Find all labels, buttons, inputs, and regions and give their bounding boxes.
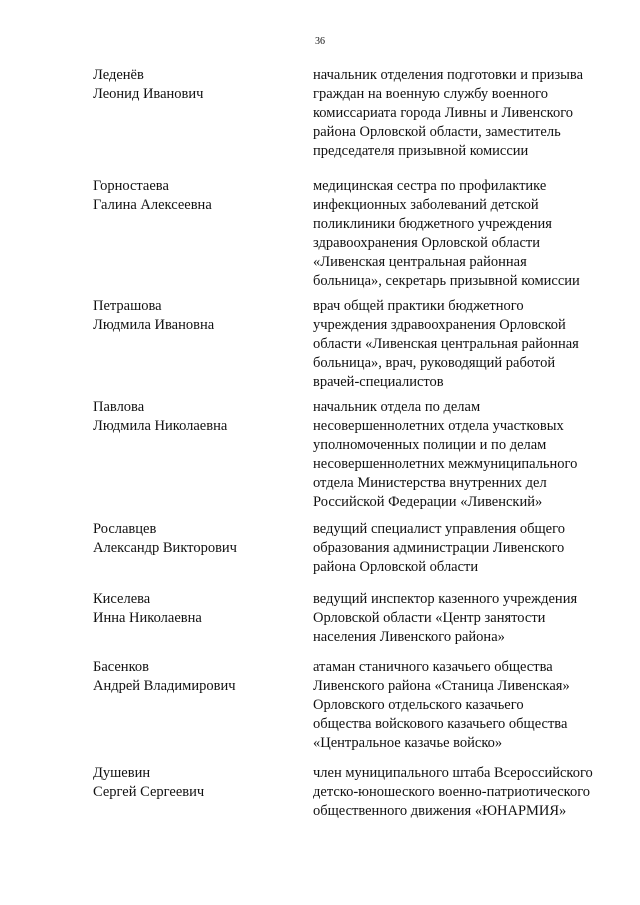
member-name [93, 297, 293, 335]
member-given-names: Сергей Сергеевич [93, 784, 205, 800]
member-given-names: Леонид Иванович [93, 86, 204, 102]
member-name [93, 398, 293, 436]
member-role [313, 764, 618, 821]
role-line: медицинская сестра по профилактике [313, 178, 547, 194]
member-given-names: Людмила Николаевна [93, 418, 228, 434]
member-role [313, 658, 618, 753]
role-line: учреждения здравоохранения Орловской [313, 317, 566, 333]
member-surname: Душевин [93, 765, 151, 781]
member-role [313, 590, 618, 647]
member-role [313, 66, 618, 161]
role-line: детско-юношеского военно-патриотического [313, 784, 591, 800]
role-line: здравоохранения Орловской области [313, 235, 540, 251]
role-line: инфекционных заболеваний детской [313, 197, 539, 213]
role-line: Орловской области «Центр занятости [313, 610, 546, 626]
member-name [93, 66, 293, 104]
member-given-names: Людмила Ивановна [93, 317, 215, 333]
member-surname: Киселева [93, 591, 151, 607]
role-line: председателя призывной комиссии [313, 143, 529, 159]
member-given-names: Андрей Владимирович [93, 678, 236, 694]
role-line: несовершеннолетних отдела участковых [313, 418, 564, 434]
role-line: начальник отдела по делам [313, 399, 481, 415]
role-line: Российской Федерации «Ливенский» [313, 494, 543, 510]
role-line: района Орловской области [313, 559, 479, 575]
role-line: населения Ливенского района» [313, 629, 505, 645]
member-surname: Горностаева [93, 178, 169, 194]
role-line: области «Ливенская центральная районная [313, 336, 579, 352]
role-line: поликлиники бюджетного учреждения [313, 216, 552, 232]
role-line: Ливенского района «Станица Ливенская» [313, 678, 570, 694]
member-given-names: Галина Алексеевна [93, 197, 212, 213]
member-name [93, 658, 293, 696]
member-name [93, 520, 293, 558]
role-line: «Ливенская центральная районная [313, 254, 527, 270]
role-line: врачей-специалистов [313, 374, 444, 390]
role-line: района Орловской области, заместитель [313, 124, 561, 140]
member-name [93, 764, 293, 802]
role-line: несовершеннолетних межмуниципального [313, 456, 578, 472]
role-line: ведущий инспектор казенного учреждения [313, 591, 578, 607]
member-surname: Басенков [93, 659, 149, 675]
member-given-names: Инна Николаевна [93, 610, 202, 626]
role-line: врач общей практики бюджетного [313, 298, 524, 314]
member-surname: Рославцев [93, 521, 157, 537]
member-surname: Леденёв [93, 67, 144, 83]
member-surname: Петрашова [93, 298, 162, 314]
role-line: граждан на военную службу военного [313, 86, 548, 102]
role-line: общества войскового казачьего общества [313, 716, 568, 732]
member-role [313, 177, 618, 291]
member-name [93, 590, 293, 628]
page-number: 36 [315, 36, 325, 47]
role-line: больница», секретарь призывной комиссии [313, 273, 580, 289]
role-line: больница», врач, руководящий работой [313, 355, 556, 371]
member-role [313, 297, 618, 392]
role-line: комиссариата города Ливны и Ливенского [313, 105, 574, 121]
role-line: образования администрации Ливенского [313, 540, 565, 556]
role-line: член муниципального штаба Всероссийского [313, 765, 593, 781]
member-role [313, 520, 618, 577]
role-line: атаман станичного казачьего общества [313, 659, 553, 675]
role-line: Орловского отдельского казачьего [313, 697, 524, 713]
member-name [93, 177, 293, 215]
role-line: ведущий специалист управления общего [313, 521, 565, 537]
role-line: общественного движения «ЮНАРМИЯ» [313, 803, 567, 819]
role-line: начальник отделения подготовки и призыва [313, 67, 584, 83]
role-line: уполномоченных полиции и по делам [313, 437, 547, 453]
member-given-names: Александр Викторович [93, 540, 237, 556]
role-line: «Центральное казачье войско» [313, 735, 503, 751]
member-role [313, 398, 618, 512]
role-line: отдела Министерства внутренних дел [313, 475, 547, 491]
member-surname: Павлова [93, 399, 145, 415]
